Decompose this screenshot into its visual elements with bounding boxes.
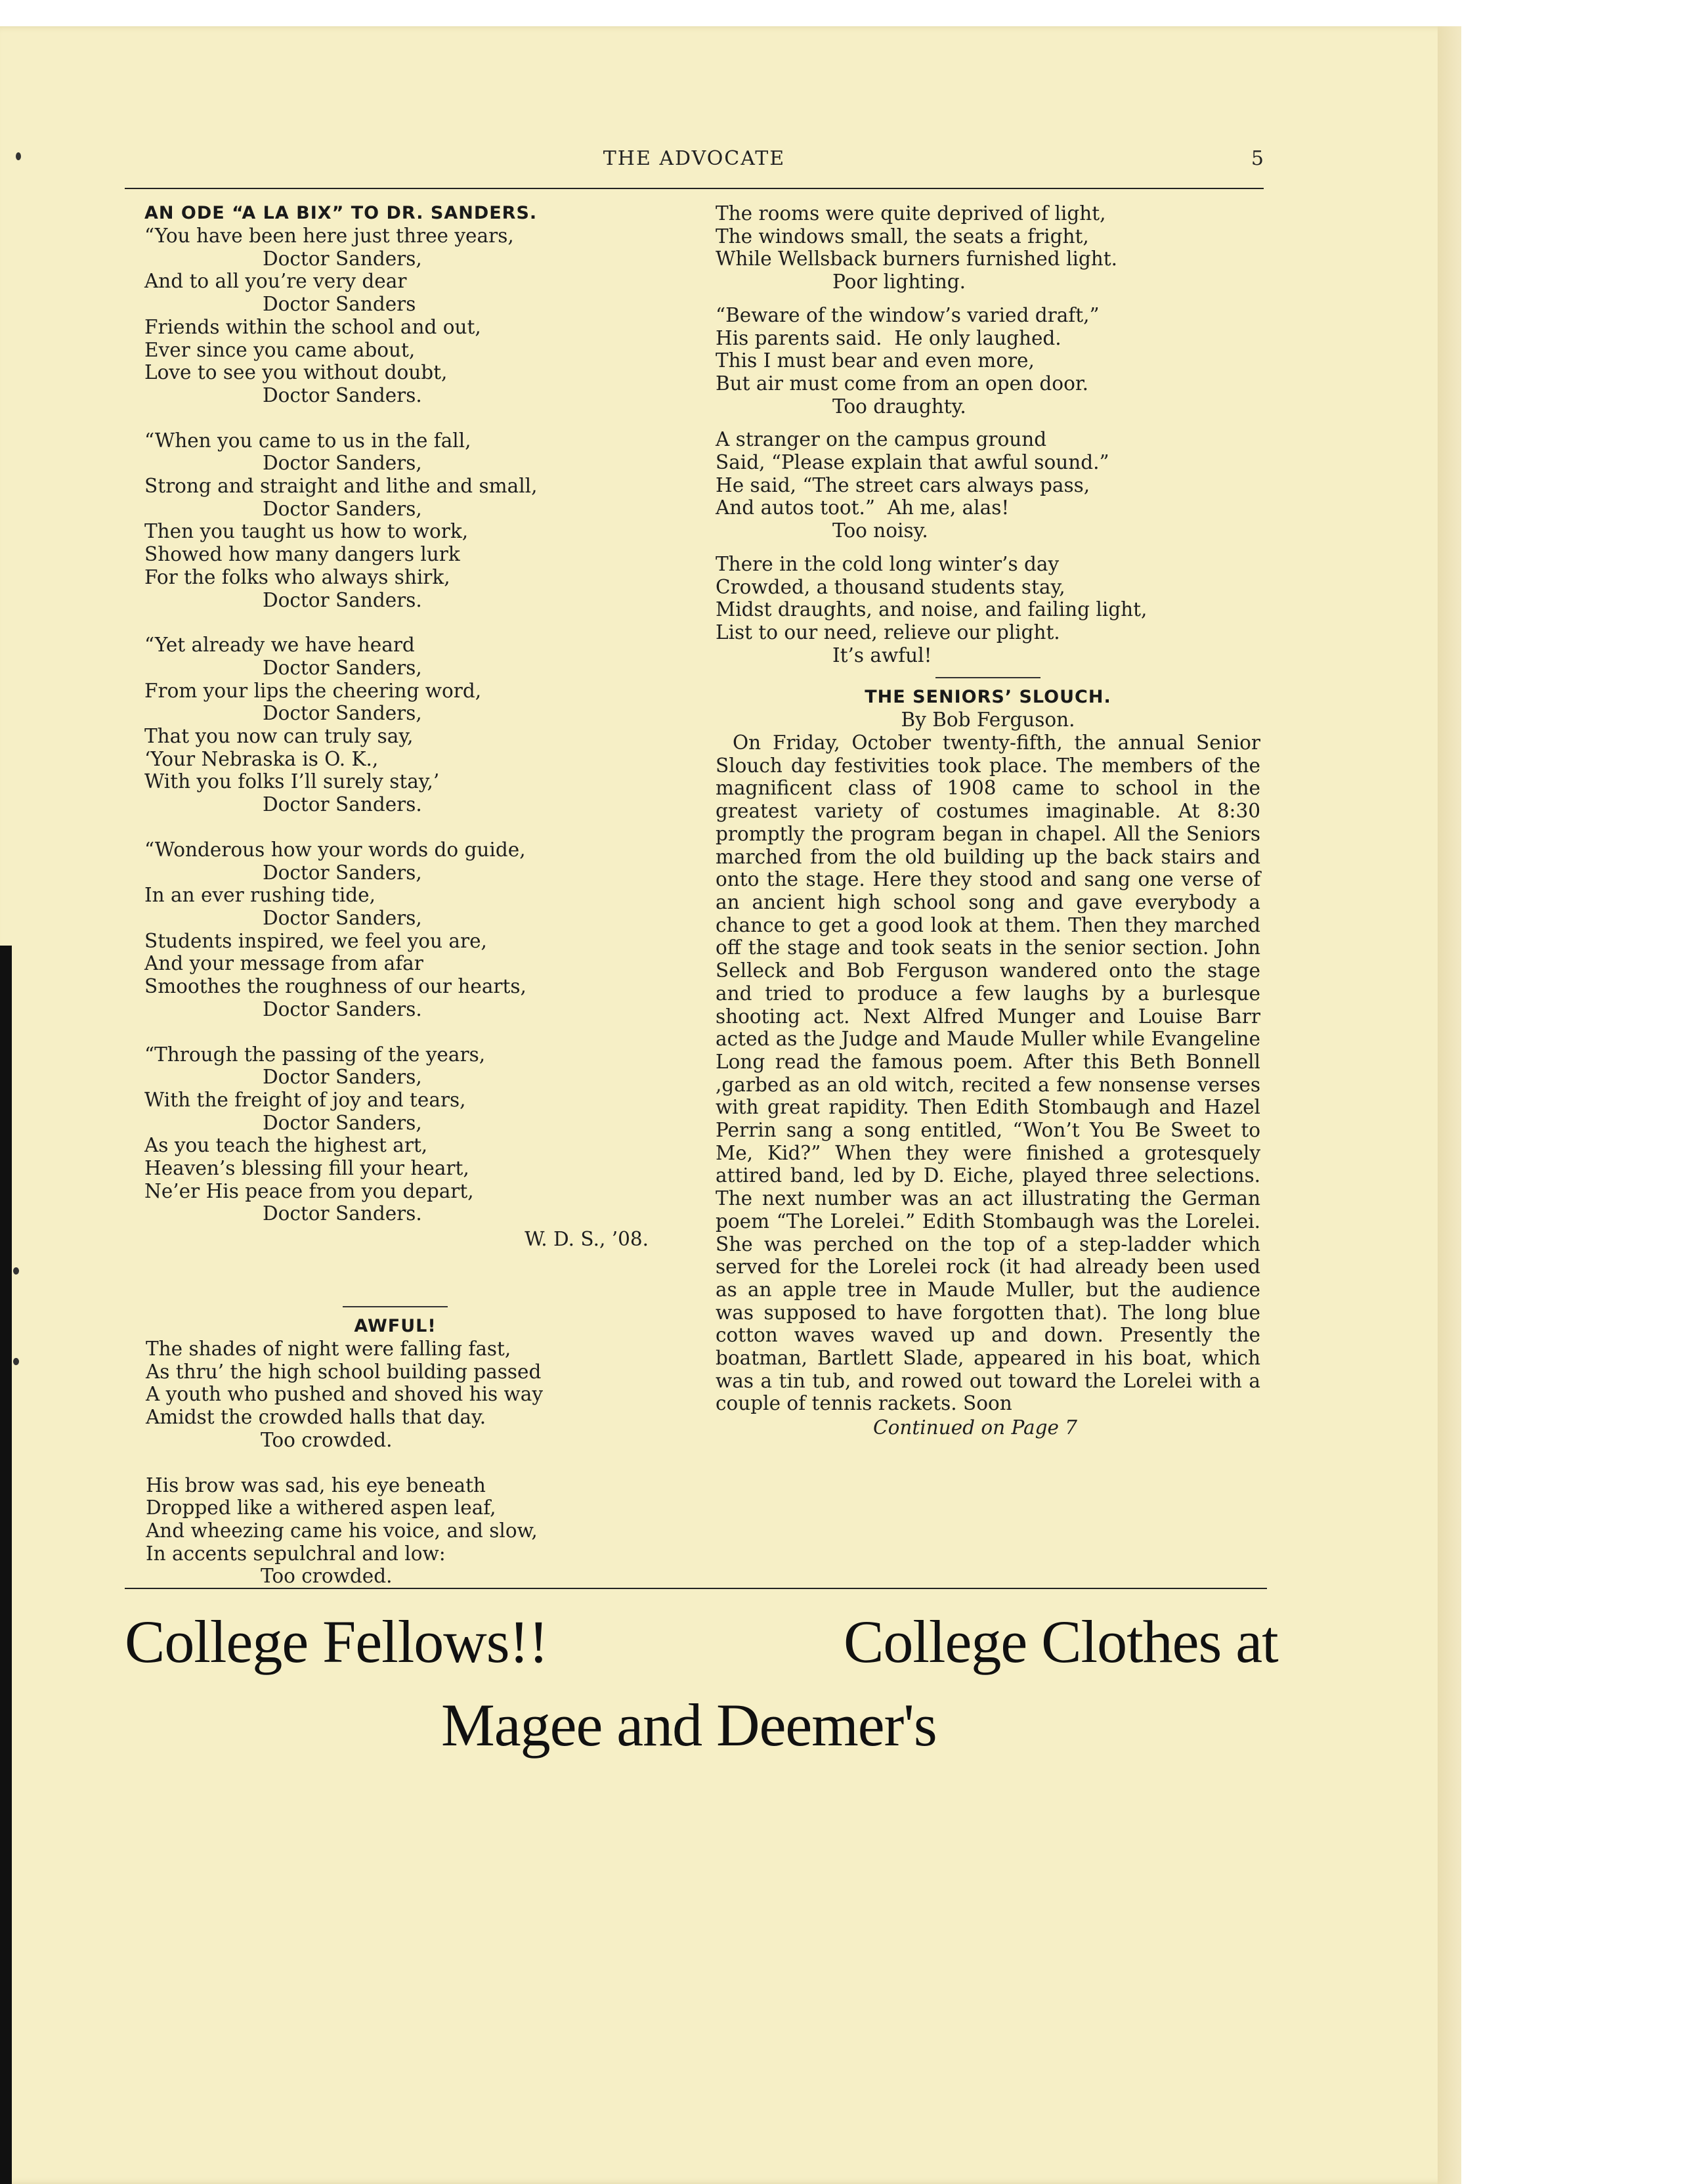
poem-line: While Wellsback burners furnished light. bbox=[716, 248, 1118, 271]
poem-line: “Wonderous how your words do guide, bbox=[144, 838, 526, 861]
slouch-article-body: On Friday, October twenty-fifth, the annual Senior Slouch day festivities took place. The members of the magnificent class of 1908 came to school in the greatest variety of costumes imaginable. At 8:30 promptly the program began in chapel. All the Seniors marched from the old building up the back stairs and onto the stage. Here they stood and sang one verse of an ancient high school song and gave everybody a chance to get a good look at them. Then they marched off the stage and took seats in the senior section. John Selleck and Bob Ferguson wandered onto the stage and tried to produce a few laughs by a burlesque shooting act. Next Alfred Munger and Louise Barr acted as the Judge and Maude Muller while Evangeline Long read the famous poem. After this Beth Bonnell ,garbed as an old witch, recited a few nonsense verses with great rapidity. Then Edith Stombaugh and Hazel Perrin sang a song entitled, “Won’t You Be Sweet to Me, Kid?” When they were finished a grotesquely attired band, led by D. Eiche, played three selections. The next number was an act illustrating the German poem “The Lorelei.” Edith Stombaugh was the Lorelei. She was perched on the top of a step-ladder which served for the Lorelei rock (it had already been used as an apple tree in Maude Muller, but the audience was supposed to have forgotten that). The long blue cotton waves waved up and down. Presently the boatman, Bartlett Slade, appeared in his boat, which was a tin tub, and rowed out toward the Lorelei with a couple of tennis rackets. Soon bbox=[716, 732, 1260, 1415]
poem-line: And autos toot.” Ah me, alas! bbox=[716, 496, 1010, 519]
ad-headline-right: College Clothes at bbox=[844, 1608, 1278, 1675]
stanza bbox=[144, 839, 656, 1021]
poem-line: “Beware of the window’s varied draft,” bbox=[716, 303, 1100, 326]
section-divider bbox=[935, 677, 1041, 678]
refrain-line: Too draughty. bbox=[832, 395, 966, 418]
refrain-line: Doctor Sanders, bbox=[263, 906, 422, 929]
poem-line: Ne’er His peace from you depart, bbox=[144, 1179, 474, 1202]
refrain-line: Too crowded. bbox=[261, 1428, 393, 1451]
stanza bbox=[144, 225, 656, 407]
ad-headline-left: College Fellows!! bbox=[125, 1608, 548, 1675]
poem-line: His brow was sad, his eye beneath bbox=[146, 1474, 486, 1496]
stanza bbox=[144, 429, 656, 612]
refrain-line: Doctor Sanders, bbox=[263, 702, 422, 725]
poem-line: A stranger on the campus ground bbox=[716, 428, 1047, 451]
binding-edge bbox=[0, 946, 12, 2184]
running-header bbox=[125, 147, 1264, 189]
refrain-line: Doctor Sanders, bbox=[263, 1066, 422, 1089]
poem-line: Heaven’s blessing fill your heart, bbox=[144, 1157, 469, 1180]
poem-line: The rooms were quite deprived of light, bbox=[716, 202, 1106, 225]
poem-line: And your message from afar bbox=[144, 952, 423, 975]
stanza bbox=[144, 634, 656, 816]
poem-line: “Yet already we have heard bbox=[144, 634, 415, 657]
refrain-line: It’s awful! bbox=[832, 644, 932, 666]
poem-line: Students inspired, we feel you are, bbox=[144, 929, 487, 952]
ode-title: AN ODE “A LA BIX” TO DR. SANDERS. bbox=[144, 203, 538, 223]
poem-line: Dropped like a withered aspen leaf, bbox=[146, 1496, 496, 1519]
poem-line: With you folks I’ll surely stay,’ bbox=[144, 770, 440, 793]
print-speck bbox=[13, 1267, 19, 1275]
refrain-line: Poor lighting. bbox=[832, 271, 966, 294]
poem-line: But air must come from an open door. bbox=[716, 372, 1089, 395]
poem-line: That you now can truly say, bbox=[144, 725, 414, 748]
poem-line: His parents said. He only laughed. bbox=[716, 326, 1062, 349]
poem-line: Then you taught us how to work, bbox=[144, 520, 469, 543]
refrain-line: Doctor Sanders. bbox=[263, 1202, 422, 1225]
poem-line: In accents sepulchral and low: bbox=[146, 1542, 446, 1565]
poem-line: Showed how many dangers lurk bbox=[144, 543, 460, 566]
print-speck bbox=[16, 152, 21, 160]
awful-title: AWFUL! bbox=[354, 1316, 437, 1336]
stanza bbox=[716, 428, 1260, 542]
poem-line: From your lips the cheering word, bbox=[144, 679, 482, 702]
poem-line: Strong and straight and lithe and small, bbox=[144, 475, 538, 498]
refrain-line: Doctor Sanders, bbox=[263, 497, 422, 520]
poem-line: Love to see you without doubt, bbox=[144, 361, 448, 384]
awful-poem-continued bbox=[716, 202, 1260, 666]
refrain-line: Doctor Sanders, bbox=[263, 452, 422, 475]
poem-line: Midst draughts, and noise, and failing light, bbox=[716, 598, 1148, 621]
poem-line: “When you came to us in the fall, bbox=[144, 429, 471, 452]
poem-line: As thru’ the high school building passed bbox=[146, 1360, 542, 1383]
refrain-line: Too crowded. bbox=[261, 1565, 393, 1588]
page-edge bbox=[1438, 26, 1461, 2184]
poem-line: Amidst the crowded halls that day. bbox=[146, 1406, 486, 1429]
refrain-line: Too noisy. bbox=[832, 519, 928, 542]
poem-line: Friends within the school and out, bbox=[144, 315, 481, 338]
poem-line: “You have been here just three years, bbox=[144, 225, 514, 247]
poem-line: Ever since you came about, bbox=[144, 338, 416, 361]
ad-store-name: Magee and Deemer's bbox=[441, 1692, 937, 1758]
poem-line: He said, “The street cars always pass, bbox=[716, 473, 1090, 496]
stanza bbox=[716, 553, 1260, 667]
slouch-title: THE SENIORS’ SLOUCH. bbox=[865, 687, 1111, 708]
refrain-line: Doctor Sanders. bbox=[263, 383, 422, 406]
right-column bbox=[716, 202, 1260, 1439]
refrain-line: Doctor Sanders, bbox=[263, 247, 422, 270]
poem-line: Crowded, a thousand students stay, bbox=[716, 575, 1065, 598]
awful-poem bbox=[146, 1338, 645, 1588]
refrain-line: Doctor Sanders. bbox=[263, 588, 422, 611]
poem-line: And wheezing came his voice, and slow, bbox=[146, 1519, 538, 1542]
poem-line: List to our need, relieve our plight. bbox=[716, 621, 1060, 644]
slouch-byline: By Bob Ferguson. bbox=[901, 709, 1075, 732]
poem-line: For the folks who always shirk, bbox=[144, 565, 450, 588]
ode-poem bbox=[144, 225, 656, 1225]
continued-note: Continued on Page 7 bbox=[873, 1416, 1078, 1439]
ode-signature: W. D. S., ’08. bbox=[525, 1228, 649, 1251]
ad-divider bbox=[125, 1588, 1267, 1589]
poem-line: And to all you’re very dear bbox=[144, 270, 407, 293]
poem-line: This I must bear and even more, bbox=[716, 349, 1035, 372]
refrain-line: Doctor Sanders, bbox=[263, 1111, 422, 1134]
poem-line: “Through the passing of the years, bbox=[144, 1043, 486, 1066]
poem-line: The shades of night were falling fast, bbox=[146, 1338, 511, 1360]
poem-line: With the freight of joy and tears, bbox=[144, 1088, 466, 1111]
poem-line: Smoothes the roughness of our hearts, bbox=[144, 975, 526, 998]
stanza bbox=[146, 1338, 645, 1452]
refrain-line: Doctor Sanders, bbox=[263, 861, 422, 884]
stanza bbox=[144, 1043, 656, 1226]
refrain-line: Doctor Sanders bbox=[263, 293, 416, 316]
refrain-line: Doctor Sanders, bbox=[263, 656, 422, 679]
poem-line: ‘Your Nebraska is O. K., bbox=[144, 747, 379, 770]
stanza bbox=[716, 202, 1260, 294]
poem-line: The windows small, the seats a fright, bbox=[716, 225, 1089, 248]
page-number: 5 bbox=[1251, 147, 1264, 170]
poem-line: As you teach the highest art, bbox=[144, 1134, 428, 1157]
refrain-line: Doctor Sanders. bbox=[263, 793, 422, 816]
print-speck bbox=[13, 1358, 19, 1365]
publication-title: THE ADVOCATE bbox=[603, 147, 786, 170]
stanza bbox=[146, 1474, 645, 1588]
poem-line: A youth who pushed and shoved his way bbox=[146, 1383, 544, 1406]
poem-line: There in the cold long winter’s day bbox=[716, 552, 1060, 575]
poem-line: Said, “Please explain that awful sound.” bbox=[716, 451, 1109, 474]
awful-section bbox=[146, 1297, 645, 1610]
stanza bbox=[716, 304, 1260, 418]
refrain-line: Doctor Sanders. bbox=[263, 997, 422, 1020]
section-divider bbox=[343, 1306, 448, 1307]
poem-line: In an ever rushing tide, bbox=[144, 884, 375, 907]
left-column bbox=[144, 202, 656, 1251]
